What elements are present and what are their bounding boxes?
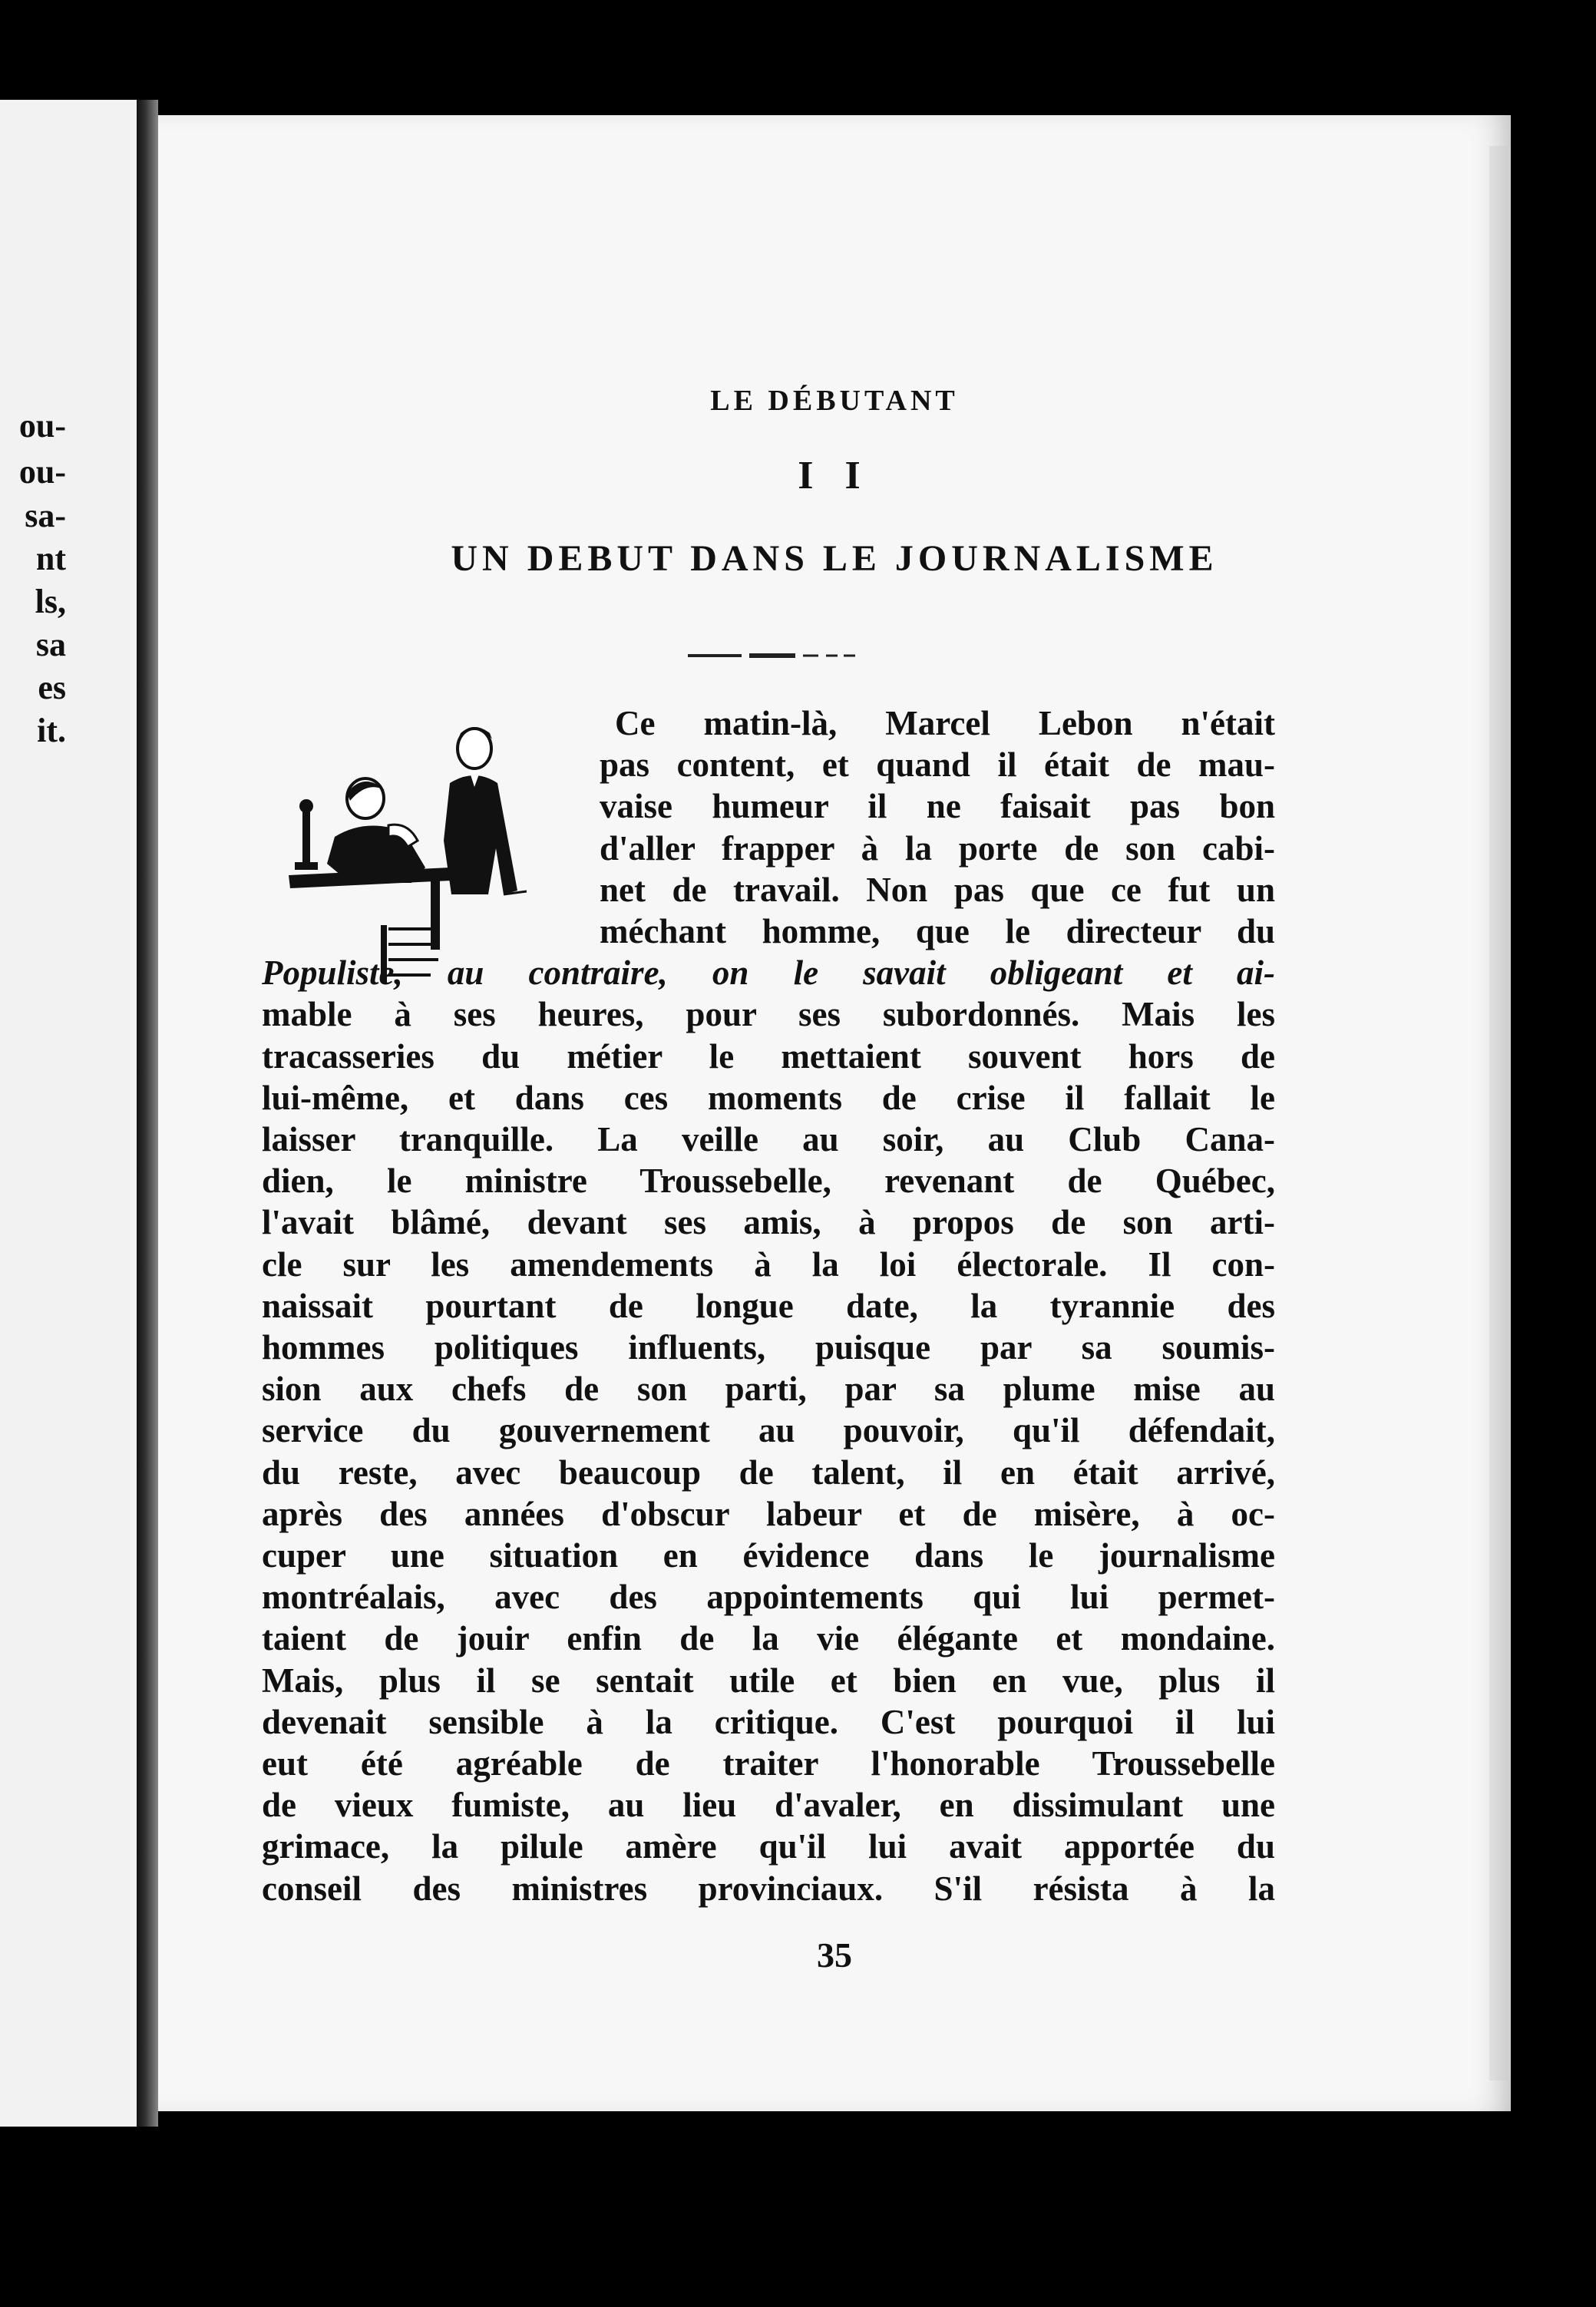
book-page <box>158 115 1511 2111</box>
running-head: LE DÉBUTANT <box>710 385 959 417</box>
text-line: hommes politiques influents, puisque par sa soumis- <box>262 1328 1275 1367</box>
text-line: eut été agréable de traiter l'honorable Troussebelle <box>262 1744 1275 1783</box>
text-line: tracasseries du métier le mettaient souvent hors de <box>262 1036 1275 1076</box>
text-line: service du gouvernement au pouvoir, qu'il défendait, <box>262 1411 1275 1450</box>
chapter-number: I I <box>798 454 871 497</box>
text-line: taient de jouir enfin de la vie élégante et mondaine. <box>262 1619 1275 1658</box>
left-fragment: sa- <box>25 497 66 534</box>
text-line: montréalais, avec des appointements qui lui permet- <box>262 1578 1275 1617</box>
ornament-divider <box>688 653 857 659</box>
left-fragment: ou- <box>18 407 66 445</box>
text-line: Ce matin-là, Marcel Lebon n'était <box>615 704 1275 742</box>
page-number: 35 <box>817 1935 852 1975</box>
text-line: dien, le ministre Troussebelle, revenant de Québec, <box>262 1162 1275 1201</box>
text-line: devenait sensible à la critique. C'est pourquoi il lui <box>262 1702 1275 1741</box>
left-fragment: ls, <box>35 583 66 620</box>
body-text <box>262 702 1275 1909</box>
left-fragment: ou- <box>18 453 66 491</box>
text-line: l'avait blâmé, devant ses amis, à propos de son arti- <box>262 1203 1275 1242</box>
text-line: pas content, et quand il était de mau- <box>600 745 1275 785</box>
text-line: Populiste, au contraire, on le savait obligeant et ai- <box>262 954 1275 993</box>
text-line: vaise humeur il ne faisait pas bon <box>600 787 1275 826</box>
text-line: net de travail. Non pas que ce fut un <box>600 870 1275 909</box>
text-line: lui-même, et dans ces moments de crise il fallait le <box>262 1078 1275 1117</box>
text-line: du reste, avec beaucoup de talent, il en était arrivé, <box>262 1453 1275 1492</box>
text-line: de vieux fumiste, au lieu d'avaler, en dissimulant une <box>262 1786 1275 1825</box>
left-fragment: it. <box>37 712 66 749</box>
left-fragment: nt <box>35 540 66 577</box>
text-line: cle sur les amendements à la loi électorale. Il con- <box>262 1244 1275 1284</box>
text-line: grimace, la pilule amère qu'il lui avait apportée du <box>262 1827 1275 1866</box>
text-line: sion aux chefs de son parti, par sa plume mise au <box>262 1370 1275 1409</box>
text-line: conseil des ministres provinciaux. S'il résista à la <box>262 1869 1275 1908</box>
text-line: mable à ses heures, pour ses subordonnés. Mais les <box>262 995 1275 1034</box>
text-line: après des années d'obscur labeur et de misère, à oc- <box>262 1494 1275 1533</box>
previous-page-edge <box>0 100 137 2127</box>
text-line: naissait pourtant de longue date, la tyrannie des <box>262 1286 1275 1325</box>
text-line: Mais, plus il se sentait utile et bien en vue, plus il <box>262 1661 1275 1700</box>
text-line: méchant homme, que le directeur du <box>600 912 1275 951</box>
text-line: d'aller frapper à la porte de son cabi- <box>600 828 1275 868</box>
left-fragment: es <box>38 669 66 706</box>
text-line: cuper une situation en évidence dans le journalisme <box>262 1536 1275 1575</box>
page-edge-shadow <box>1489 146 1508 2081</box>
book-gutter <box>137 100 158 2127</box>
left-fragment: sa <box>35 626 66 663</box>
text-line: laisser tranquille. La veille au soir, au Club Cana- <box>262 1120 1275 1159</box>
chapter-title: UN DEBUT DANS LE JOURNALISME <box>451 538 1218 579</box>
